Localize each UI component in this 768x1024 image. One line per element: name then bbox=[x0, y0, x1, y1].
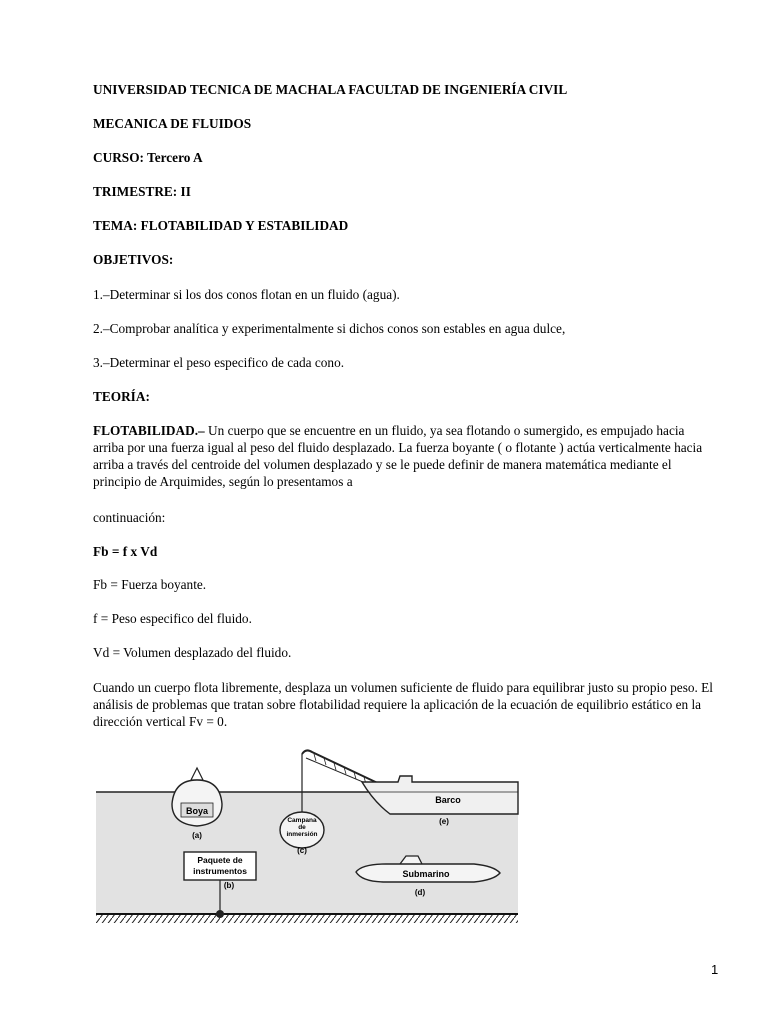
ship-label: Barco bbox=[435, 795, 461, 805]
equilibrium-paragraph: Cuando un cuerpo flota libremente, desplaza un volumen suficiente de fluido para equilibrar justo su propio peso. El análisis de problemas que tratan sobre flotabilidad requiere la aplicación de la ecuación de equilibrio estático en la dirección vertical Fv = 0. bbox=[93, 680, 713, 729]
objectives-heading: OBJETIVOS: bbox=[93, 252, 174, 267]
definition-vd: Vd = Volumen desplazado del fluido. bbox=[93, 645, 292, 660]
course-line: CURSO: Tercero A bbox=[93, 150, 203, 165]
subject-title: MECANICA DE FLUIDOS bbox=[93, 116, 252, 131]
buoyancy-text: Un cuerpo que se encuentre en un fluido, ya sea flotando o sumergido, es empujado hacia arriba por una fuerza igual al peso del fluido desplazado. La fuerza boyante ( o flotante ) actúa verticalmente hacia arriba a través del centroide del volumen desplazado y se le puede definir de manera matemática mediante el principio de Arquimides, según lo presentamos a bbox=[93, 423, 703, 489]
sea-floor-hatch bbox=[96, 915, 518, 923]
bell-label-line3: inmersión bbox=[286, 831, 318, 838]
buoy-tag: (a) bbox=[192, 831, 202, 840]
page-number: 1 bbox=[711, 962, 719, 977]
term-line: TRIMESTRE: II bbox=[93, 184, 191, 199]
package-tag: (b) bbox=[223, 881, 235, 890]
definition-fb: Fb = Fuerza boyante. bbox=[93, 577, 207, 592]
bell-label-line1: Campana bbox=[287, 817, 317, 824]
buoyancy-formula: Fb = f x Vd bbox=[93, 544, 158, 559]
buoyancy-figure bbox=[94, 742, 520, 926]
definition-f: f = Peso especifico del fluido. bbox=[93, 611, 252, 626]
package-label-line2: instrumentos bbox=[193, 866, 247, 876]
ship-tag: (e) bbox=[439, 817, 449, 826]
bell-tag: (c) bbox=[297, 846, 307, 855]
theory-heading: TEORÍA: bbox=[93, 389, 150, 404]
objective-item: 1.–Determinar si los dos conos flotan en un fluido (agua). bbox=[93, 287, 400, 302]
buoyancy-paragraph bbox=[93, 422, 718, 490]
submarine-tag: (d) bbox=[414, 888, 426, 897]
buoy bbox=[172, 768, 222, 826]
bell-label-line2: de bbox=[298, 824, 306, 831]
package-label-line1: Paquete de bbox=[197, 855, 243, 865]
buoy-label: Boya bbox=[185, 806, 209, 816]
objective-item: 3.–Determinar el peso especifico de cada cono. bbox=[93, 355, 345, 370]
topic-line: TEMA: FLOTABILIDAD Y ESTABILIDAD bbox=[93, 218, 349, 233]
submarine-label: Submarino bbox=[402, 869, 450, 879]
university-title: UNIVERSIDAD TECNICA DE MACHALA FACULTAD DE INGENIERÍA CIVIL bbox=[93, 82, 568, 97]
continuation-line: continuación: bbox=[93, 510, 166, 525]
buoyancy-term: FLOTABILIDAD.– bbox=[93, 423, 205, 438]
objective-item: 2.–Comprobar analítica y experimentalmente si dichos conos son estables en agua dulce, bbox=[93, 321, 566, 336]
